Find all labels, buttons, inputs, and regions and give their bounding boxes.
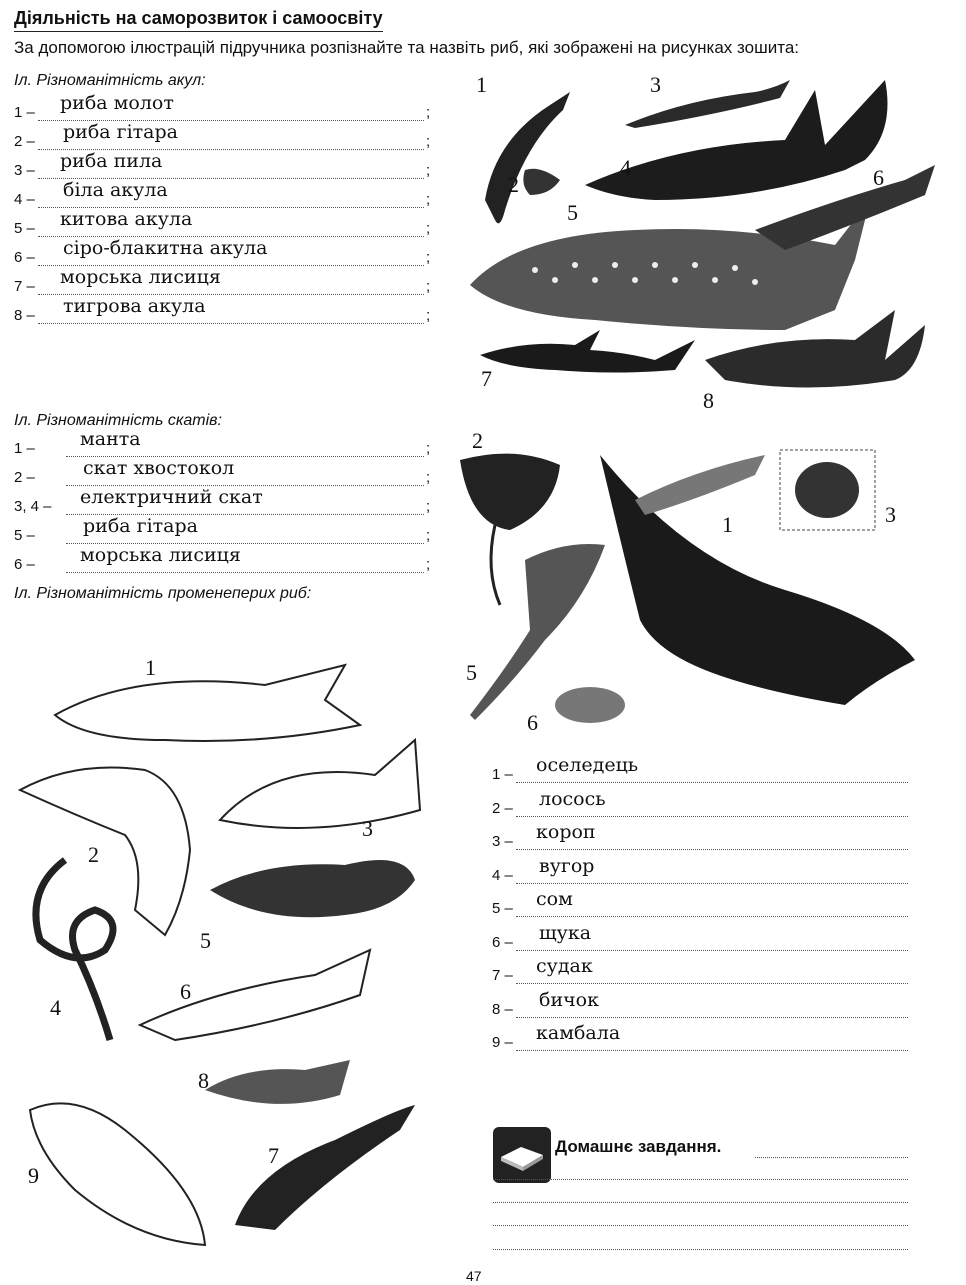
homework-line[interactable] [755, 1135, 908, 1158]
answer-number: 3, 4 – [14, 498, 52, 515]
rayfinned-illustration [15, 650, 435, 1260]
rayfinned-heading: Іл. Різноманітність променеперих риб: [14, 585, 312, 602]
answer-text: оселедець [536, 754, 639, 776]
answer-text: лосось [539, 787, 606, 810]
answer-text: риба молот [60, 92, 174, 114]
answer-number: 5 – [492, 900, 513, 917]
answer-number: 6 – [14, 249, 35, 266]
answer-text: риба гітара [83, 515, 198, 537]
answer-text: електричний скат [80, 486, 263, 508]
semicolon: ; [426, 220, 431, 237]
fish-fig-label-6: 6 [180, 979, 191, 1004]
sharks-heading: Іл. Різноманітність акул: [14, 72, 206, 89]
instruction-text: За допомогою ілюстрацій підручника розпізнайте та назвіть риб, які зображені на рисунках зошита: [14, 38, 799, 57]
shark-fig-label-5: 5 [567, 200, 578, 225]
answer-text: риба пила [60, 150, 163, 172]
fish-fig-label-5: 5 [200, 928, 211, 953]
answer-text: бичок [539, 988, 599, 1011]
answer-text: тигрова акула [63, 295, 206, 317]
semicolon: ; [426, 307, 431, 324]
answer-number: 6 – [492, 933, 513, 951]
answer-number: 7 – [492, 967, 513, 984]
page-title: Діяльність на саморозвиток і самоосвіту [14, 8, 383, 32]
answer-number: 9 – [492, 1034, 513, 1051]
answer-number: 8 – [492, 1000, 513, 1018]
semicolon: ; [426, 469, 431, 486]
semicolon: ; [426, 162, 431, 179]
answer-text: судак [536, 955, 593, 977]
fish-fig-label-2: 2 [88, 842, 99, 867]
semicolon: ; [426, 440, 431, 457]
fish-fig-label-9: 9 [28, 1163, 39, 1188]
semicolon: ; [426, 104, 431, 121]
fish-fig-label-7: 7 [268, 1143, 279, 1168]
answer-text: сіро-блакитна акула [63, 237, 268, 259]
homework-line[interactable] [493, 1157, 908, 1180]
answer-number: 1 – [14, 440, 35, 457]
fish-fig-label-4: 4 [50, 995, 61, 1020]
semicolon: ; [426, 278, 431, 295]
rays-heading: Іл. Різноманітність скатів: [14, 412, 222, 429]
page-number: 47 [466, 1268, 482, 1284]
ray-fig-label-5: 5 [466, 660, 477, 685]
answer-number: 5 – [14, 527, 35, 544]
answer-text: камбала [536, 1022, 621, 1044]
answer-number: 5 – [14, 220, 35, 237]
answer-text: риба гітара [63, 121, 178, 143]
answer-number: 4 – [492, 866, 513, 884]
shark-fig-label-7: 7 [481, 366, 492, 391]
fish-fig-label-3: 3 [362, 816, 373, 841]
semicolon: ; [426, 191, 431, 208]
answer-line[interactable] [516, 894, 908, 917]
answer-number: 4 – [14, 191, 35, 208]
shark-fig-label-2: 2 [508, 172, 519, 197]
shark-fig-label-8: 8 [703, 388, 714, 413]
answer-number: 6 – [14, 556, 35, 573]
ray-fig-label-6: 6 [527, 710, 538, 735]
shark-fig-label-3: 3 [650, 72, 661, 97]
answer-number: 7 – [14, 278, 35, 295]
shark-fig-label-1: 1 [476, 72, 487, 97]
ray-fig-label-2: 2 [472, 428, 483, 453]
semicolon: ; [426, 133, 431, 150]
answer-number: 8 – [14, 307, 35, 324]
answer-text: вугор [539, 854, 595, 877]
answer-number: 3 – [492, 833, 513, 850]
answer-text: короп [536, 821, 596, 843]
semicolon: ; [426, 527, 431, 544]
answer-text: манта [80, 428, 141, 450]
answer-number: 2 – [492, 799, 513, 817]
answer-number: 1 – [492, 766, 513, 783]
answer-text: морська лисиця [60, 266, 221, 288]
answer-text: біла акула [63, 179, 168, 201]
answer-number: 2 – [14, 133, 35, 150]
rays-illustration [455, 440, 925, 740]
homework-label: Домашнє завдання. [555, 1137, 722, 1156]
semicolon: ; [426, 249, 431, 266]
ray-fig-label-1: 1 [722, 512, 733, 537]
answer-text: сом [536, 888, 573, 910]
answer-text: морська лисиця [80, 544, 241, 566]
shark-fig-label-6: 6 [873, 165, 884, 190]
answer-text: скат хвостокол [83, 457, 235, 479]
homework-line[interactable] [493, 1227, 908, 1250]
semicolon: ; [426, 498, 431, 515]
semicolon: ; [426, 556, 431, 573]
answer-number: 1 – [14, 104, 35, 121]
answer-text: щука [539, 921, 592, 944]
homework-line[interactable] [493, 1203, 908, 1226]
sharks-illustration [455, 70, 945, 415]
answer-number: 3 – [14, 162, 35, 179]
answer-text: китова акула [60, 208, 193, 230]
fish-fig-label-8: 8 [198, 1068, 209, 1093]
ray-fig-label-3: 3 [885, 502, 896, 527]
homework-line[interactable] [493, 1180, 908, 1203]
answer-number: 2 – [14, 469, 35, 486]
shark-fig-label-4: 4 [620, 155, 631, 180]
fish-fig-label-1: 1 [145, 655, 156, 680]
